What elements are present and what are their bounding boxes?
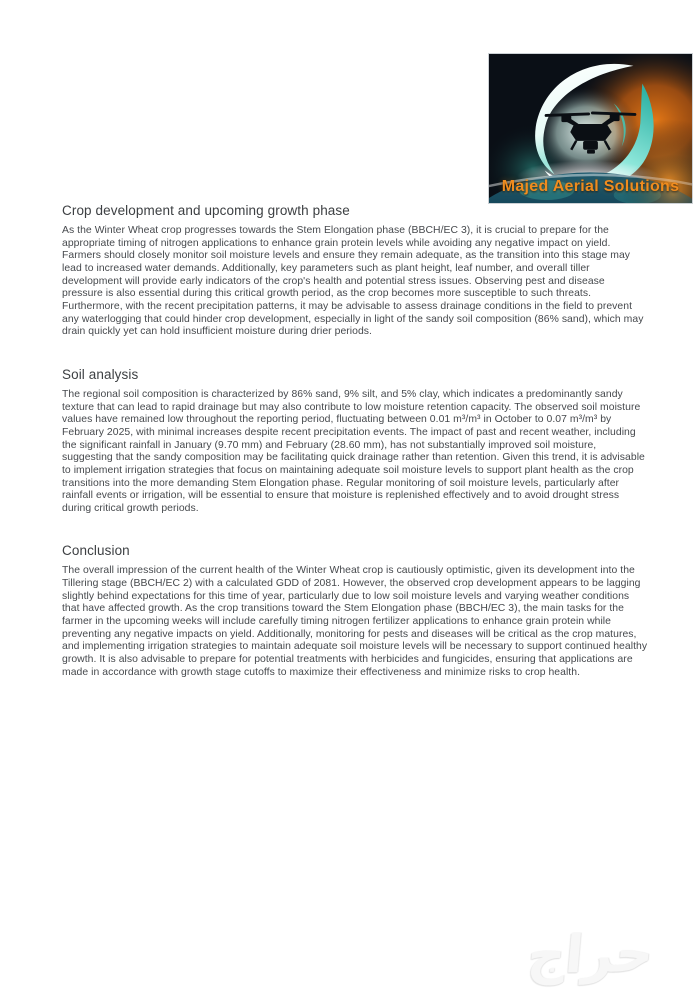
section-heading-soil-analysis: Soil analysis — [62, 366, 139, 382]
section-body-crop-development: As the Winter Wheat crop progresses towards the Stem Elongation phase (BBCH/EC 3), it is crucial to prepare for the appropriate timing of nitrogen applications to enhance grain protein levels while avoiding any negative impact on yield. Farmers should closely monitor soil moisture levels and ensure they remain adequate, as the transition into this stage may lead to increased water demands. Additionally, key parameters such as plant height, leaf number, and overall tiller development will provide early indicators of the crop's health and potential stress issues. Observing pest and disease pressure is also essential during this critical growth period, as the crop becomes more susceptible to such threats. Furthermore, with the recent precipitation patterns, it may be advisable to assess drainage conditions in the field to prevent any waterlogging that could hinder crop development, especially in light of the sandy soil composition (86% sand), which may drain quickly yet can hold insufficient moisture during drier periods. — [62, 225, 644, 338]
logo-brand-text: Majed Aerial Solutions — [501, 178, 680, 195]
section-body-conclusion: The overall impression of the current health of the Winter Wheat crop is cautiously optimistic, given its development into the Tillering stage (BBCH/EC 2) with a calculated GDD of 2081. However, the observed crop development appears to be lagging slightly behind expectations for this time of year, particularly due to low soil moisture levels and varying weather conditions that have affected growth. As the crop transitions toward the Stem Elongation phase (BBCH/EC 3), the main tasks for the farmer in the upcoming weeks will include carefully timing nitrogen fertilizer applications to enhance grain protein while preventing any negative impacts on yield. Additionally, monitoring for pests and diseases will be critical as the crop matures, and implementing irrigation strategies to maintain adequate soil moisture levels will be necessary to support continued healthy growth. It is also advisable to prepare for potential treatments with herbicides and fungicides, ensuring that applications are made in accordance with growth stage cutoffs to maximize their effectiveness and minimize risks to crop health. — [62, 565, 648, 678]
section-heading-conclusion: Conclusion — [62, 543, 130, 559]
report-content — [62, 202, 648, 706]
section-crop-development — [62, 202, 648, 339]
section-body-soil-analysis: The regional soil composition is characterized by 86% sand, 9% silt, and 5% clay, which indicates a predominantly sandy texture that can lead to rapid drainage but may also contribute to low moisture retention capacity. The observed soil moisture values have remained low throughout the reporting period, fluctuating between 0.01 m³/m³ in October to 0.07 m³/m³ by February 2025, with minimal increases despite recent precipitation events. The impact of past and recent weather, including the significant rainfall in January (9.70 mm) and February (28.60 mm), has not substantially improved soil moisture, suggesting that the sandy composition may be facilitating quick drainage rather than retention. Given this trend, it is advisable to implement irrigation strategies that focus on maintaining adequate soil moisture levels to support plant health as the crop transitions into the more demanding Stem Elongation phase. Regular monitoring of soil moisture levels, particularly after rainfall events or irrigation, will be essential to ensure that moisture is replenished effectively and to avoid drought stress during critical growth periods. — [62, 388, 645, 514]
section-heading-crop-development: Crop development and upcoming growth phase — [62, 203, 350, 218]
haraj-watermark: حراج — [525, 923, 656, 987]
section-conclusion — [62, 542, 648, 679]
company-logo — [488, 53, 693, 204]
section-soil-analysis — [62, 366, 648, 516]
